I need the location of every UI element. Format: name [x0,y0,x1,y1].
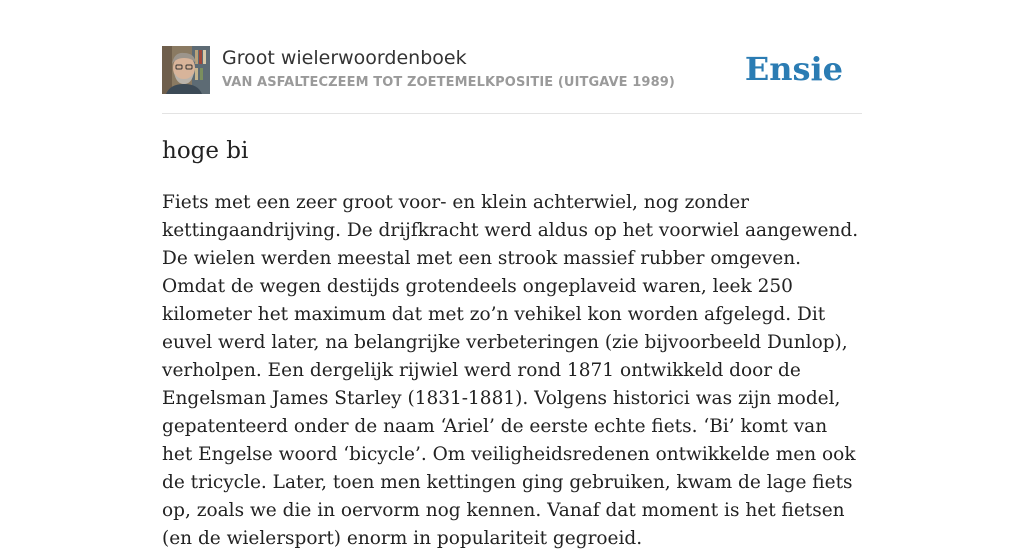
header-divider [162,113,862,114]
entry-definition: Fiets met een zeer groot voor- en klein achterwiel, nog zonder kettingaandrijving. De drijfkracht werd aldus op het voorwiel aangewend. De wielen werden meestal met een strook massief rubber omgeven. Omdat de wegen destijds grotendeels ongeplaveid waren, leek 250 kilometer het maximum dat met zo’n vehikel kon worden afgelegd. Dit euvel werd later, na belangrijke verbeteringen (zie bijvoorbeeld Dunlop), verholpen. Een dergelijk rijwiel werd rond 1871 ontwikkeld door de Engelsman James Starley (1831-1881). Volgens historici was zijn model, gepatenteerd onder de naam ‘Ariel’ de eerste echte fiets. ‘Bi’ komt van het Engelse woord ‘bicycle’. Om veiligheidsredenen ontwikkelde men ook de tricycle. Later, toen men kettingen ging gebruiken, kwam de lage fiets op, zoals we die in oervorm nog kennen. Vanaf dat moment is het fietsen (en de wielersport) enorm in populariteit gegroeid. [162,192,859,549]
entry-term: hoge bi [162,138,249,164]
avatar-image [162,46,210,94]
author-avatar[interactable] [162,46,210,94]
header [162,46,862,96]
book-title[interactable]: Groot wielerwoordenboek [222,47,467,69]
ensie-logo[interactable]: Ensie [744,50,843,88]
book-subtitle: VAN ASFALTECZEEM TOT ZOETEMELKPOSITIE (UITGAVE 1989) [222,75,675,90]
